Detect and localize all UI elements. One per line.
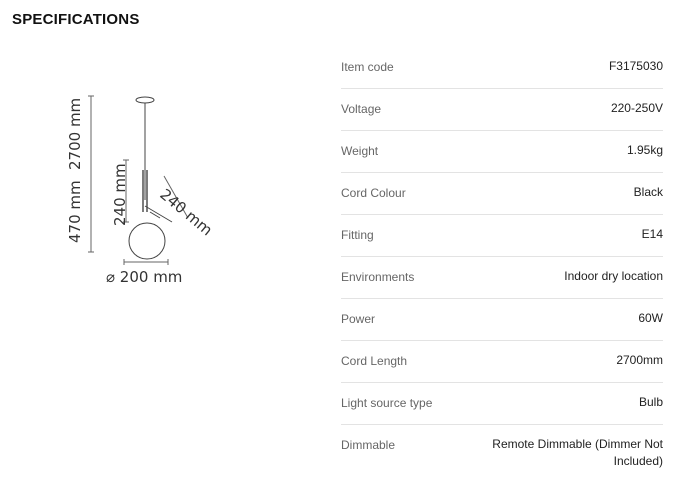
spec-row-voltage <box>341 89 663 131</box>
cord-length-label: 2700 mm <box>66 97 84 170</box>
spec-row-fitting <box>341 215 663 257</box>
spec-value: Bulb <box>638 395 663 409</box>
spec-label: Light source type <box>341 396 433 410</box>
spec-row-light-source <box>341 383 663 425</box>
spec-row-cord-length <box>341 341 663 383</box>
spec-row-dimmable <box>341 425 663 485</box>
lamp-drawing <box>0 0 330 496</box>
spec-value: 2700mm <box>616 353 663 367</box>
spec-value: 1.95kg <box>626 143 663 157</box>
globe-shape <box>129 223 165 259</box>
section-title: SPECIFICATIONS <box>12 11 140 28</box>
spec-value: E14 <box>641 227 663 241</box>
total-height-label: 470 mm <box>66 180 84 243</box>
spec-label: Dimmable <box>341 438 396 452</box>
lamp-dimension-diagram <box>0 0 330 496</box>
spec-label: Cord Colour <box>341 186 406 200</box>
spec-row-cord-colour <box>341 173 663 215</box>
spec-label: Power <box>341 312 376 326</box>
spec-label: Weight <box>341 144 379 158</box>
spec-label: Cord Length <box>341 354 408 368</box>
spec-row-weight <box>341 131 663 173</box>
canopy-shape <box>136 97 154 103</box>
spec-value: Indoor dry location <box>564 269 663 283</box>
spec-value: Remote Dimmable (Dimmer Not Included) <box>492 437 663 468</box>
diameter-label: ⌀ 200 mm <box>106 268 183 286</box>
spec-label: Fitting <box>341 228 374 242</box>
spec-label: Environments <box>341 270 415 284</box>
spec-row-power <box>341 299 663 341</box>
spec-row-environments <box>341 257 663 299</box>
spec-value: Black <box>633 185 663 199</box>
arm-height-label: 240 mm <box>111 163 129 226</box>
spec-label: Item code <box>341 60 394 74</box>
spec-value: 60W <box>638 311 663 325</box>
spec-value: 220-250V <box>610 101 663 115</box>
spec-row-item-code <box>341 47 663 89</box>
spec-label: Voltage <box>341 102 382 116</box>
arm-length-label: 240 mm <box>156 185 216 240</box>
spec-value: F3175030 <box>608 59 663 73</box>
specifications-table <box>341 47 663 485</box>
